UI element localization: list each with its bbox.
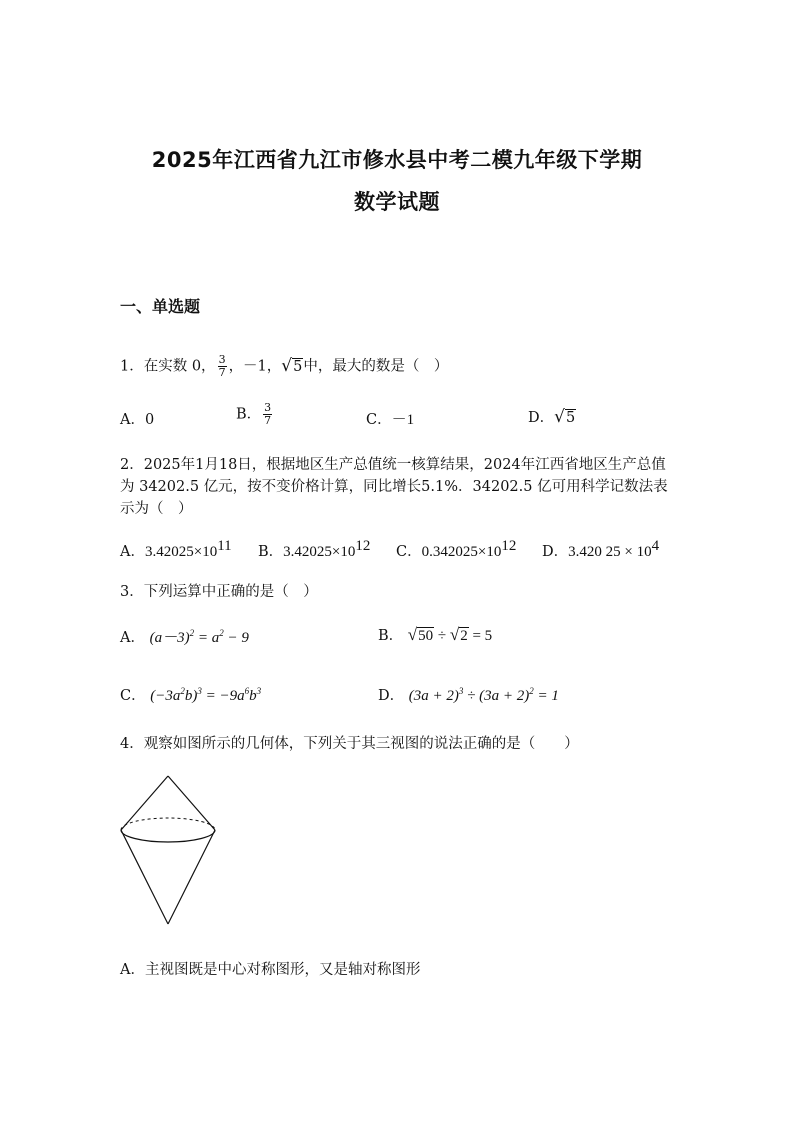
q1-option-d[interactable]: D．√5 [528, 407, 576, 427]
section-heading: 一、单选题 [120, 297, 201, 316]
double-cone-figure [112, 770, 222, 930]
q2-option-a[interactable]: A．$3.42025\times 10^{11}$ [120, 538, 232, 560]
q3-option-c[interactable]: C． $(-3a^2b)^3 = -9a^6b^3$ [120, 686, 262, 704]
question-2: 2．2025年1月18日，根据地区生产总值统一核算结果，2024年江西省地区生产总值为 34202.5 亿元，按不变价格计算，同比增长5.1%．34202.5 亿可用科学记数法表示为（ ） [120, 457, 668, 517]
question-1 [120, 354, 448, 379]
q3-option-d[interactable]: D． $(3a + 2)^3 \div (3a + 2)^2 = 1$ [378, 686, 559, 704]
lower-cone-right-edge [168, 830, 215, 924]
q1-mid: ，－1， [228, 358, 282, 375]
q4-option-a[interactable]: A．主视图既是中心对称图形，又是轴对称图形 [120, 962, 421, 978]
lower-cone-left-edge [121, 830, 168, 924]
question-4: 4．观察如图所示的几何体，下列关于其三视图的说法正确的是（ ） [120, 736, 579, 752]
upper-cone-left-edge [121, 776, 168, 830]
q1-option-a[interactable]: A．0 [120, 412, 155, 428]
q1-option-d-sqrt: √5 [554, 407, 576, 427]
q1-fraction: $\frac{3}{7}$ [218, 353, 226, 379]
q2-option-c[interactable]: C．$0.342025\times 10^{12}$ [396, 538, 517, 560]
q3-option-a[interactable]: A． $(a-3)^2 = a^2 - 9$ [120, 628, 249, 646]
q2-option-d[interactable]: D．3.420 $25 \times 10^4$ [542, 538, 660, 560]
q1-sqrt: √5 [281, 355, 303, 376]
q1-prefix: 1．在实数 0， [120, 358, 216, 375]
q1-option-b-fraction: $\frac{3}{7}$ [264, 401, 272, 427]
question-3: 3．下列运算中正确的是（ ） [120, 584, 318, 600]
document-title-line1: 2025年江西省九江市修水县中考二模九年级下学期 [151, 148, 643, 172]
document-title-line2: 数学试题 [354, 190, 440, 214]
q1-suffix: 中，最大的数是（ ） [303, 358, 449, 375]
base-back-arc [121, 818, 215, 830]
q1-option-c[interactable]: C．－1 [366, 412, 415, 428]
q1-option-b[interactable]: B． $\frac{3}{7}$ [236, 401, 272, 427]
q2-option-b[interactable]: B．$3.42025\times 10^{12}$ [258, 538, 371, 560]
base-front-arc [121, 830, 215, 842]
upper-cone-right-edge [168, 776, 215, 830]
q3-option-b[interactable]: B． √50 ÷ √2 = 5 [378, 625, 493, 644]
